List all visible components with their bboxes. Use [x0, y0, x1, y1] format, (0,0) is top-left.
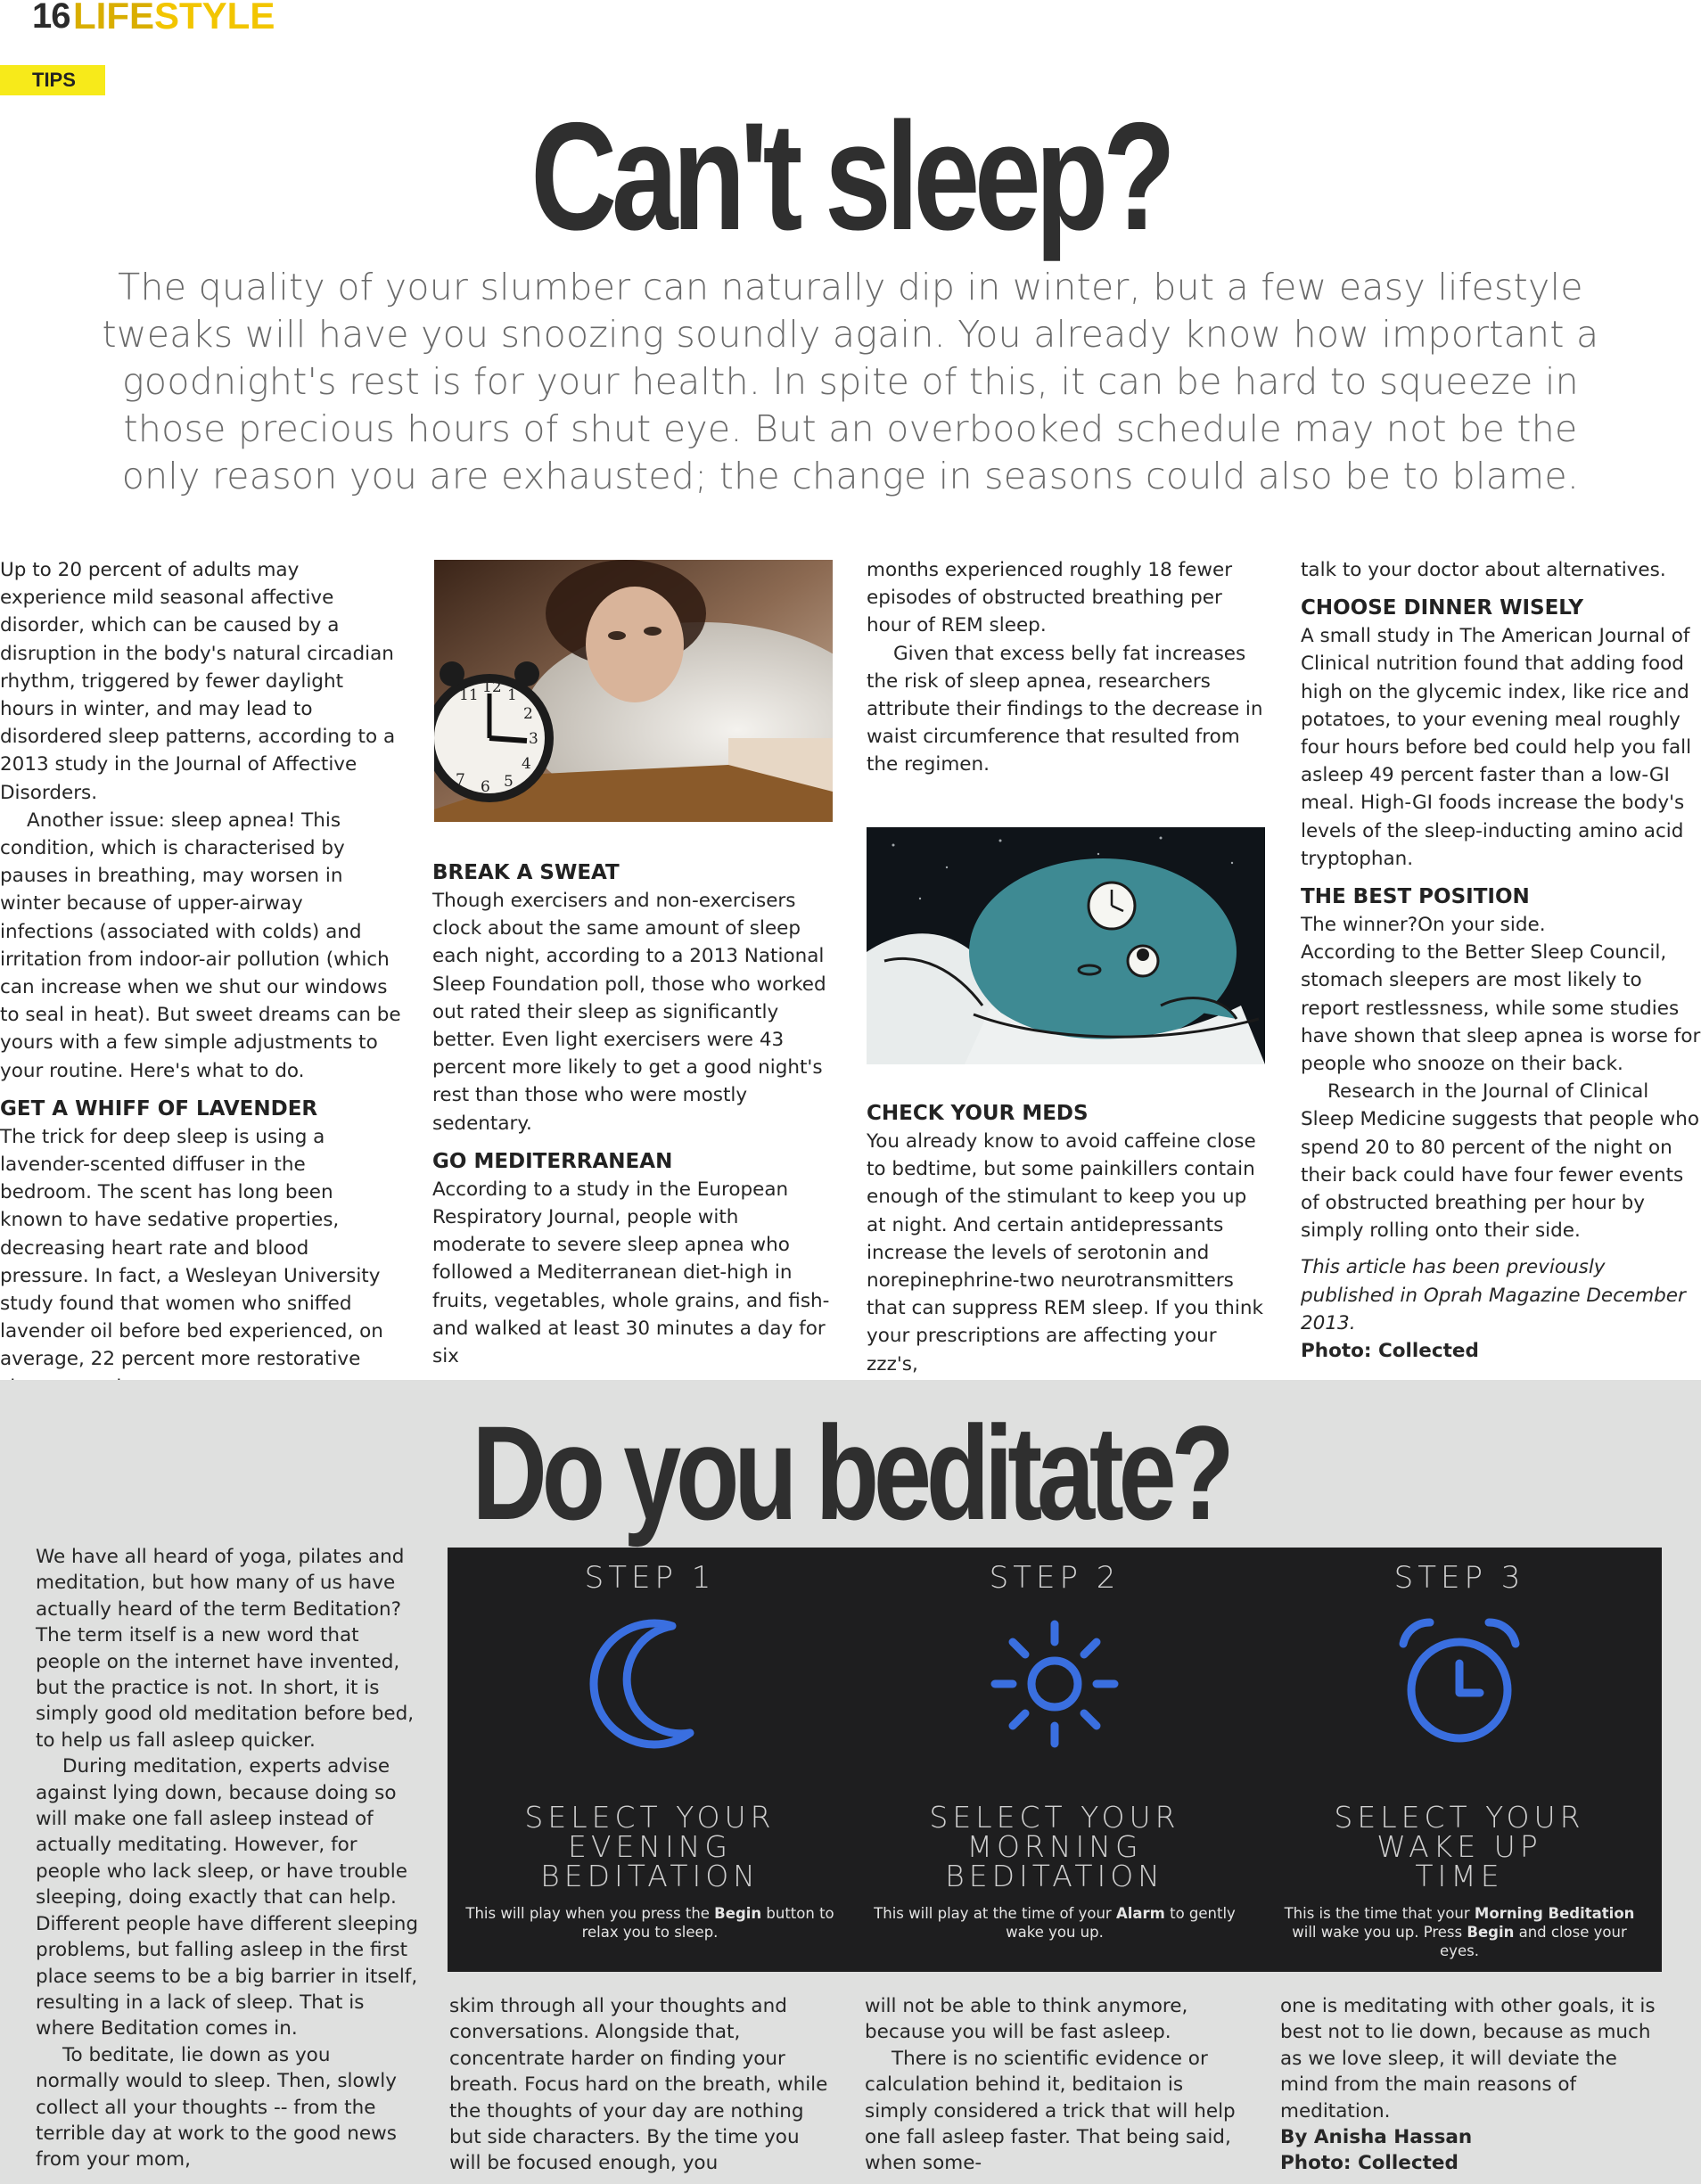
paragraph: Another issue: sleep apnea! This condition, which is characterised by pauses in breathing, may worsen in winter because of upper-airway infections (associated with colds) and irritation from indoor-air pollution (which can increase when we shut our windows to seal in heat). But sweet dreams can be yours with a few simple adjustments to your routine. Here's what to do.: [0, 809, 401, 1082]
subhead-choose-dinner-wisely: CHOOSE DINNER WISELY: [1301, 596, 1584, 620]
step-title: STEP 2: [989, 1560, 1121, 1596]
article1-column-4: [1301, 556, 1701, 1365]
clock-number-2: 2: [523, 705, 533, 723]
paragraph: months experienced roughly 18 fewer episodes of obstructed breathing per hour of REM sleep.: [867, 559, 1233, 637]
paragraph: Though exercisers and non-exercisers clock about the same amount of sleep each night, according to a 2013 National Sleep Foundation poll, those who worked out rated their sleep as significantly better. Even light exercisers were 43 percent more likely to get a good night's rest than those who were mostly sedentary.: [432, 890, 826, 1135]
article2-column-4: [1280, 1993, 1664, 2177]
clock-number-7: 7: [456, 771, 465, 789]
byline: By Anisha Hassan: [1280, 2126, 1473, 2149]
clock-number-1: 1: [507, 686, 517, 704]
headline-cant-sleep: Can't sleep?: [530, 91, 1171, 262]
subhead-check-your-meds: CHECK YOUR MEDS: [867, 1102, 1089, 1125]
beditation-steps-panel: [448, 1548, 1662, 1972]
paragraph: will not be able to think anymore, because you will be fast asleep.: [865, 1995, 1188, 2044]
text: This will play when you press the: [465, 1905, 715, 1922]
text: This will play at the time of your: [874, 1905, 1116, 1922]
article2-column-2: [449, 1993, 833, 2177]
intro-dek: The quality of your slumber can naturally dip in winter, but a few easy lifestyle tweaks will have you snoozing soundly again. You already know how important a goodnight's rest is for your health. In spite of this, it can be hard to squeeze in those precious hours of shut eye. But an overbooked schedule may not be the only reason you are exhausted; the change in seasons could also be to blame.: [102, 266, 1599, 497]
article1-column-2: [432, 849, 834, 1370]
step-1: [448, 1548, 852, 1972]
section-name: [73, 0, 275, 37]
paragraph: According to the Better Sleep Council, stomach sleepers are most likely to report restlessness, while some studies have shown that sleep apnea is worse for people who snooze on their back.: [1301, 941, 1701, 1076]
headline-do-you-beditate: Do you beditate?: [472, 1398, 1229, 1548]
step-heading-line: BEDITATION: [540, 1859, 760, 1893]
text: and close your eyes.: [1440, 1924, 1627, 1959]
text: This is the time that your: [1284, 1905, 1475, 1922]
article2-column-3: [865, 1993, 1248, 2177]
step-heading-line: EVENING: [568, 1829, 732, 1864]
clock-number-6: 6: [481, 778, 490, 796]
clock-number-5: 5: [504, 773, 514, 791]
paragraph: There is no scientific evidence or calculation behind it, beditaion is simply considered a trick that will help one fall asleep faster. That being said, when some-: [865, 2047, 1236, 2175]
step-title: STEP 3: [1393, 1560, 1525, 1596]
step-heading: [1257, 1802, 1662, 1891]
step-2: [852, 1548, 1257, 1972]
photo-credit: Photo: Collected: [1301, 1340, 1479, 1363]
paragraph: one is meditating with other goals, it is best not to lie down, because as much as we love sleep, it will deviate the mind from the main reasons of meditation.: [1280, 1995, 1656, 2122]
paragraph: The winner?On your side.: [1301, 914, 1546, 937]
step-description: [1275, 1904, 1644, 1960]
section-name-style: STYLE: [154, 0, 275, 37]
paragraph: The trick for deep sleep is using a lavender-scented diffuser in the bedroom. The scent has long been known to have sedative properties, decreasing heart rate and blood pressure. In fact, a Wesleyan University study found that women who sniffed lavender oil before bed experienced, on average, 22 percent more restorative: [0, 1125, 383, 1371]
text-bold: Begin: [714, 1905, 762, 1922]
step-title: STEP 1: [584, 1560, 716, 1596]
photo-credit: Photo: Collected: [1280, 2152, 1459, 2175]
text: button to relax you to sleep.: [581, 1905, 834, 1941]
step-heading-line: BEDITATION: [945, 1859, 1164, 1893]
subhead-lavender: GET A WHIFF OF LAVENDER: [0, 1096, 318, 1121]
paragraph: During meditation, experts advise against lying down, because doing so will make one fall asleep instead of actually meditating. However, for people who lack sleep, or have trouble sleeping, doing exactly that can help. Different people have different sleeping problems, but falling asleep in the first place seems to be a big barrier in itself, resulting in a lack of sleep. That is where Beditation comes in.: [36, 1755, 419, 2040]
step-3: [1257, 1548, 1662, 1972]
clock-number-12: 12: [482, 678, 502, 696]
illustration-sleepless-person: [867, 827, 1265, 1064]
paragraph: You already know to avoid caffeine close to bedtime, but some painkillers contain enough of the stimulant to keep you up at night. And certain antidepressants increase the levels of serotonin and norepinephrine-two neurotransmitters that can suppress REM sleep. If you think your prescriptions are affecting your zzz's,: [867, 1130, 1263, 1375]
paragraph: Up to 20 percent of adults may experience mild seasonal affective disorder, which can be caused by a disruption in the body's natural circadian rhythm, triggered by fewer daylight hours in winter, and may lead to disordered sleep patterns, according to a 2013 study in the Journal of Affective Disorders.: [0, 559, 396, 804]
text-bold: Begin: [1467, 1924, 1515, 1941]
moon-icon: [574, 1608, 726, 1760]
text-bold: Morning Beditation: [1474, 1905, 1635, 1922]
step-heading: [448, 1802, 852, 1891]
paragraph: We have all heard of yoga, pilates and meditation, but how many of us have actually heard of the term Beditation? The term itself is a new word that people on the internet have invented, but the practice is not. In short, it is simply good old meditation before bed, to help us fall asleep quicker.: [36, 1546, 415, 1752]
paragraph: According to a study in the European Respiratory Journal, people with moderate to severe sleep apnea who followed a Mediterranean diet-high in fruits, vegetables, whole grains, and fish-and walked at least 30 minutes a day for six: [432, 1178, 830, 1368]
step-heading-line: SELECT YOUR: [1334, 1800, 1585, 1835]
step-heading-line: WAKE UP: [1376, 1829, 1542, 1864]
clock-number-3: 3: [529, 730, 538, 748]
step-heading-line: SELECT YOUR: [524, 1800, 776, 1835]
sun-icon: [979, 1608, 1130, 1760]
step-heading-line: MORNING: [966, 1829, 1143, 1864]
subhead-go-mediterranean: GO MEDITERRANEAN: [432, 1149, 673, 1173]
paragraph: Given that excess belly fat increases the risk of sleep apnea, researchers attribute their findings to the decrease in waist circumference that resulted from the regimen.: [867, 642, 1263, 776]
publication-note: This article has been previously published in Oprah Magazine December 2013.: [1301, 1256, 1686, 1334]
photo-woman-alarm-clock: [434, 560, 833, 822]
step-heading: [852, 1802, 1257, 1891]
text-bold: Alarm: [1115, 1905, 1165, 1922]
tips-tag: TIPS: [0, 65, 105, 95]
paragraph: To beditate, lie down as you normally would to sleep. Then, slowly collect all your thoughts -- from the terrible day at work to the good news from your mom,: [36, 2043, 397, 2172]
paragraph: Research in the Journal of Clinical Sleep Medicine suggests that people who spend 20 to 80 percent of the night on their back could have four fewer events of obstructed breathing per hour by simply rolling onto their side.: [1301, 1080, 1700, 1243]
step-description: [870, 1904, 1239, 1942]
clock-number-4: 4: [522, 755, 531, 773]
clock-number-11: 11: [459, 686, 479, 704]
paragraph: talk to your doctor about alternatives.: [1301, 559, 1666, 581]
article1-column-3-bottom: [867, 1089, 1268, 1378]
article1-column-1: [0, 556, 401, 1401]
page-number: 16: [32, 0, 70, 36]
step-description: [465, 1904, 834, 1942]
text: will wake you up. Press: [1292, 1924, 1467, 1941]
alarm-clock-photo: [434, 560, 833, 822]
step-heading-line: TIME: [1415, 1859, 1504, 1893]
article1-column-3-top: [867, 556, 1268, 779]
article2-column-1: [36, 1544, 419, 2173]
step-heading-line: SELECT YOUR: [929, 1800, 1180, 1835]
text: to gently wake you up.: [1006, 1905, 1236, 1941]
paragraph: skim through all your thoughts and conversations. Alongside that, concentrate harder on finding your breath. Focus hard on the breath, while the thoughts of your day are nothing but side characters. By the time you will be focused enough, you: [449, 1995, 828, 2175]
subhead-the-best-position: THE BEST POSITION: [1301, 885, 1530, 909]
subhead-break-a-sweat: BREAK A SWEAT: [432, 861, 620, 884]
sleepless-illustration: [867, 827, 1265, 1064]
paragraph: A small study in The American Journal of Clinical nutrition found that adding food high on the glycemic index, like rice and potatoes, to your evening meal roughly four hours before bed could help you fall asleep 49 percent faster than a low-GI meal. High-GI foods increase the body's levels of the sleep-inducting amino acid tryptophan.: [1301, 625, 1692, 870]
alarm-clock-icon: [1384, 1608, 1535, 1760]
section-name-life: LIFE: [73, 0, 154, 37]
